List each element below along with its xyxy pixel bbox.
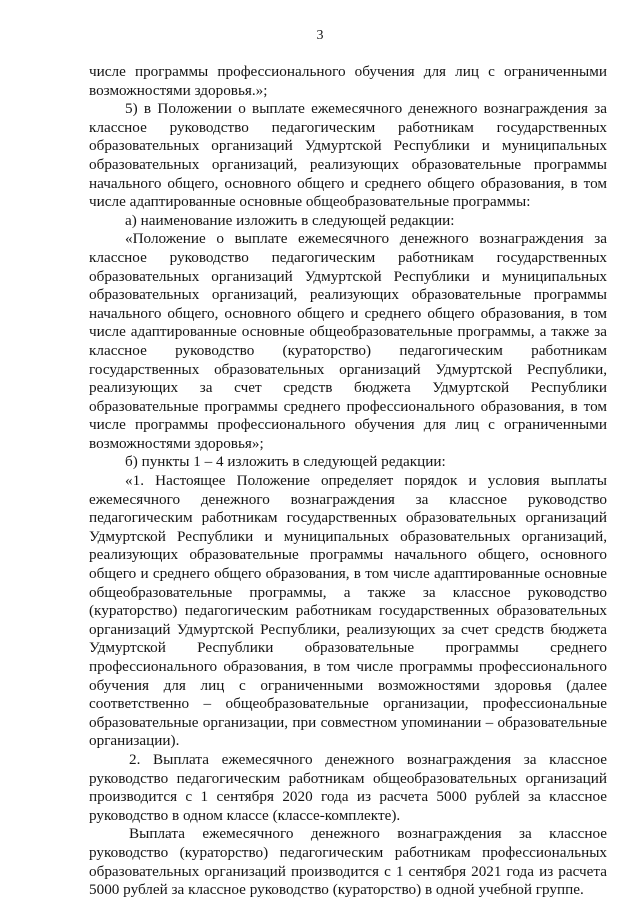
paragraph-subitem-a: а) наименование изложить в следующей редакции:: [125, 211, 455, 229]
paragraph-subitem-b: б) пункты 1 – 4 изложить в следующей редакции:: [125, 453, 446, 471]
paragraph-point-2: 2. Выплата ежемесячного денежного вознаграждения за классное руководство педагогическим работникам общеобразовательных организаций производится с 1 сентября 2020 года из расчета 5000 рублей за классное руководство в одном классе (классе-комплекте).: [89, 750, 607, 824]
paragraph-point-2-continued: Выплата ежемесячного денежного вознаграждения за классное руководство (кураторство) педагогическим работникам профессиональных образовательных организаций производится с 1 сентября 2021 года из расчета 5000 рублей за классное руководство (кураторство) в одной учебной группе.: [89, 825, 607, 899]
paragraph-item-5: 5) в Положении о выплате ежемесячного денежного вознаграждения за классное руководство педагогическим работникам государственных образовательных организаций Удмуртской Республики и муниципальных образовательных организаций, реализующих образовательные программы начального общего, основного общего и среднего общего образования, в том числе адаптированные основные общеобразовательные программы:: [89, 100, 607, 211]
document-body: [89, 63, 607, 900]
paragraph-point-1: «1. Настоящее Положение определяет порядок и условия выплаты ежемесячного денежного вознаграждения за классное руководство педагогическим работникам государственных образовательных организаций Удмуртской Республики и муниципальных образовательных организаций, реализующих образовательные программы начального общего, основного общего и среднего общего образования, в том числе адаптированные основные общеобразовательные программы, а также за классное руководство (кураторство) педагогическим работникам государственных образовательных организаций Удмуртской Республики, реализующих за счет средств бюджета Удмуртской Республики образовательные программы среднего профессионального образования, в том числе программы профессионального обучения для лиц с ограниченными возможностями здоровья (далее соответственно – общеобразовательные организации, профессиональные образовательные организации, при совместном упоминании – образовательные организации).: [89, 472, 607, 750]
page-number: 3: [316, 28, 324, 43]
paragraph-new-title: «Положение о выплате ежемесячного денежного вознаграждения за классное руководство педагогическим работникам государственных образовательных организаций Удмуртской Республики и муниципальных образовательных организаций, реализующих образовательные программы начального общего, основного общего и среднего общего образования, в том числе адаптированные основные общеобразовательные программы, а также за классное руководство (кураторство) педагогическим работникам государственных образовательных организаций Удмуртской Республики, реализующих за счет средств бюджета Удмуртской Республики образовательные программы среднего профессионального образования, в том числе программы профессионального обучения для лиц с ограниченными возможностями здоровья»;: [89, 230, 607, 452]
paragraph-continuation: числе программы профессионального обучения для лиц с ограниченными возможностями здоровья.»;: [89, 63, 607, 99]
